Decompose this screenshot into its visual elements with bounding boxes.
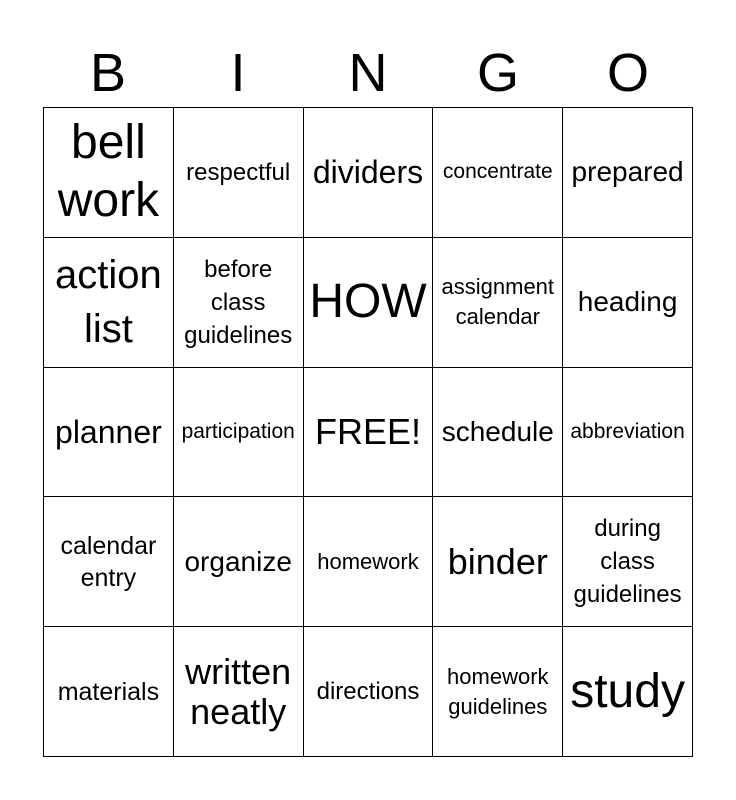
cell-text: prepared <box>571 156 684 188</box>
header-letter-g: G <box>476 43 519 103</box>
bingo-cell <box>563 497 693 627</box>
bingo-cell <box>174 108 304 238</box>
bingo-cell <box>304 497 434 627</box>
cell-text: HOW <box>309 275 427 329</box>
cell-text: action list <box>55 253 162 352</box>
bingo-cell <box>433 497 563 627</box>
cell-text: assignment calendar <box>441 274 555 330</box>
cell-text: participation <box>181 419 295 443</box>
bingo-cell <box>174 238 304 368</box>
bingo-cell <box>563 238 693 368</box>
cell-text: respectful <box>186 158 291 186</box>
cell-text: abbreviation <box>570 419 685 443</box>
bingo-cell <box>44 238 174 368</box>
bingo-cell <box>433 627 563 757</box>
cell-text: before class guidelines <box>184 255 293 349</box>
bingo-cell <box>433 108 563 238</box>
bingo-cell <box>563 368 693 498</box>
bingo-cell <box>174 497 304 627</box>
cell-text: homework guidelines <box>447 663 549 719</box>
header-letter-i: I <box>230 43 246 103</box>
bingo-cell <box>44 497 174 627</box>
cell-text: planner <box>55 413 162 450</box>
cell-text: directions <box>316 678 420 706</box>
bingo-header <box>43 42 693 104</box>
cell-text: schedule <box>441 415 554 447</box>
free-space-text: FREE! <box>314 410 421 452</box>
bingo-free-space <box>304 368 434 498</box>
bingo-cell <box>174 368 304 498</box>
bingo-cell <box>174 627 304 757</box>
bingo-cell <box>44 627 174 757</box>
cell-text: organize <box>184 545 292 577</box>
bingo-cell <box>563 108 693 238</box>
bingo-cell <box>433 238 563 368</box>
bingo-cell <box>304 238 434 368</box>
header-letter-b: B <box>89 43 127 103</box>
header-letter-n: N <box>348 43 388 103</box>
bingo-cell <box>44 108 174 238</box>
cell-text: binder <box>447 540 548 582</box>
cell-text: heading <box>577 286 678 318</box>
cell-text: during class guidelines <box>573 515 682 609</box>
cell-text: dividers <box>312 154 424 191</box>
cell-text: bell work <box>57 116 160 228</box>
cell-text: study <box>570 664 685 718</box>
cell-text: materials <box>57 677 160 706</box>
bingo-cell <box>44 368 174 498</box>
cell-text: concentrate <box>442 160 553 184</box>
header-letter-o: O <box>606 43 649 103</box>
cell-text: homework <box>317 548 419 574</box>
bingo-card-grid <box>43 107 693 757</box>
bingo-cell <box>433 368 563 498</box>
cell-text: written neatly <box>185 650 292 732</box>
cell-text: calendar entry <box>60 531 157 592</box>
bingo-cell <box>304 108 434 238</box>
bingo-cell <box>563 627 693 757</box>
bingo-cell <box>304 627 434 757</box>
